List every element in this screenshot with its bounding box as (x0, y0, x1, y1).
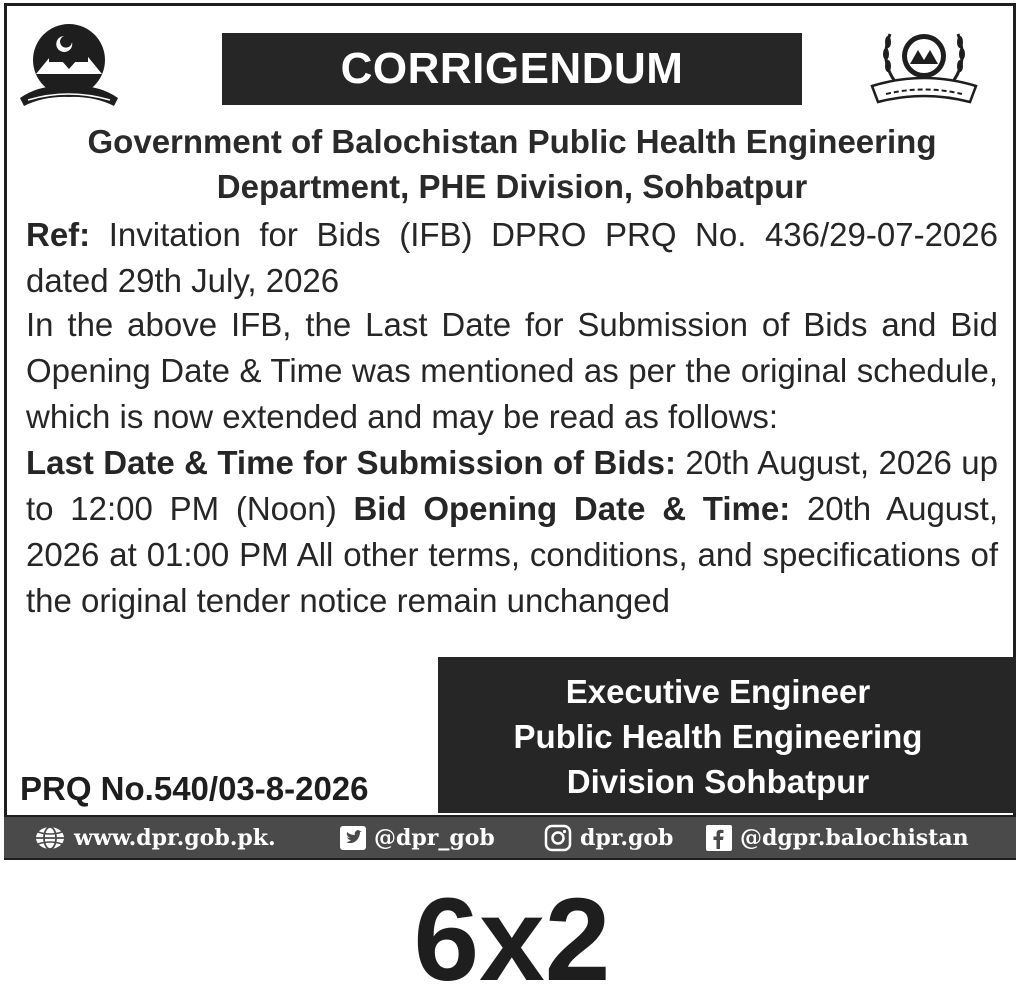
department-heading-line2: Department, PHE Division, Sohbatpur (216, 168, 808, 205)
signature-block (438, 657, 1016, 813)
twitter-text: @dpr_gob (374, 825, 495, 851)
instagram-icon (544, 824, 572, 852)
twitter-link[interactable] (340, 821, 495, 855)
website-link[interactable] (34, 821, 276, 855)
signature-line1: Executive Engineer (565, 673, 871, 710)
notice-paragraph: In the above IFB, the Last Date for Submission of Bids and Bid Opening Date & Time was mentioned as per the original schedule, which is now extended and may be read as follows: (26, 306, 998, 435)
ad-size-label: 6x2 (413, 874, 611, 1006)
facebook-text: @dgpr.balochistan (740, 825, 969, 851)
dgpr-emblem-icon (864, 18, 984, 114)
twitter-icon (340, 826, 366, 850)
reference-text (26, 212, 998, 304)
opening-date-label: Bid Opening Date & Time: (353, 490, 791, 527)
department-heading-line1: Government of Balochistan Public Health Engineering (87, 123, 937, 160)
last-date-value: 20th August, 2026 up to 12:00 PM (Noon) (26, 444, 998, 527)
facebook-link[interactable] (706, 821, 969, 855)
revised-dates (26, 440, 998, 624)
last-date-label: Last Date & Time for Submission of Bids: (26, 444, 677, 481)
website-text: www.dpr.gob.pk. (74, 825, 276, 851)
balochistan-emblem-icon (14, 14, 124, 114)
corrigendum-title: CORRIGENDUM (222, 33, 802, 105)
footer-bar (4, 815, 1016, 858)
signature-line2: Public Health Engineering (513, 718, 923, 755)
facebook-icon (706, 825, 732, 851)
instagram-link[interactable] (544, 821, 673, 855)
globe-icon (34, 825, 66, 851)
signature-line3: Division Sohbatpur (566, 763, 870, 800)
instagram-text: dpr.gob (580, 825, 674, 851)
prq-number: PRQ No.540/03-8-2026 (20, 770, 369, 807)
ref-label: Ref: (26, 216, 91, 253)
opening-date-value: 20th August, 2026 at 01:00 PM All other terms, conditions, and specifications of the original tender notice remain unchanged (26, 490, 998, 619)
ref-value: Invitation for Bids (IFB) DPRO PRQ No. 436/29-07-2026 dated 29th July, 2026 (26, 216, 998, 299)
